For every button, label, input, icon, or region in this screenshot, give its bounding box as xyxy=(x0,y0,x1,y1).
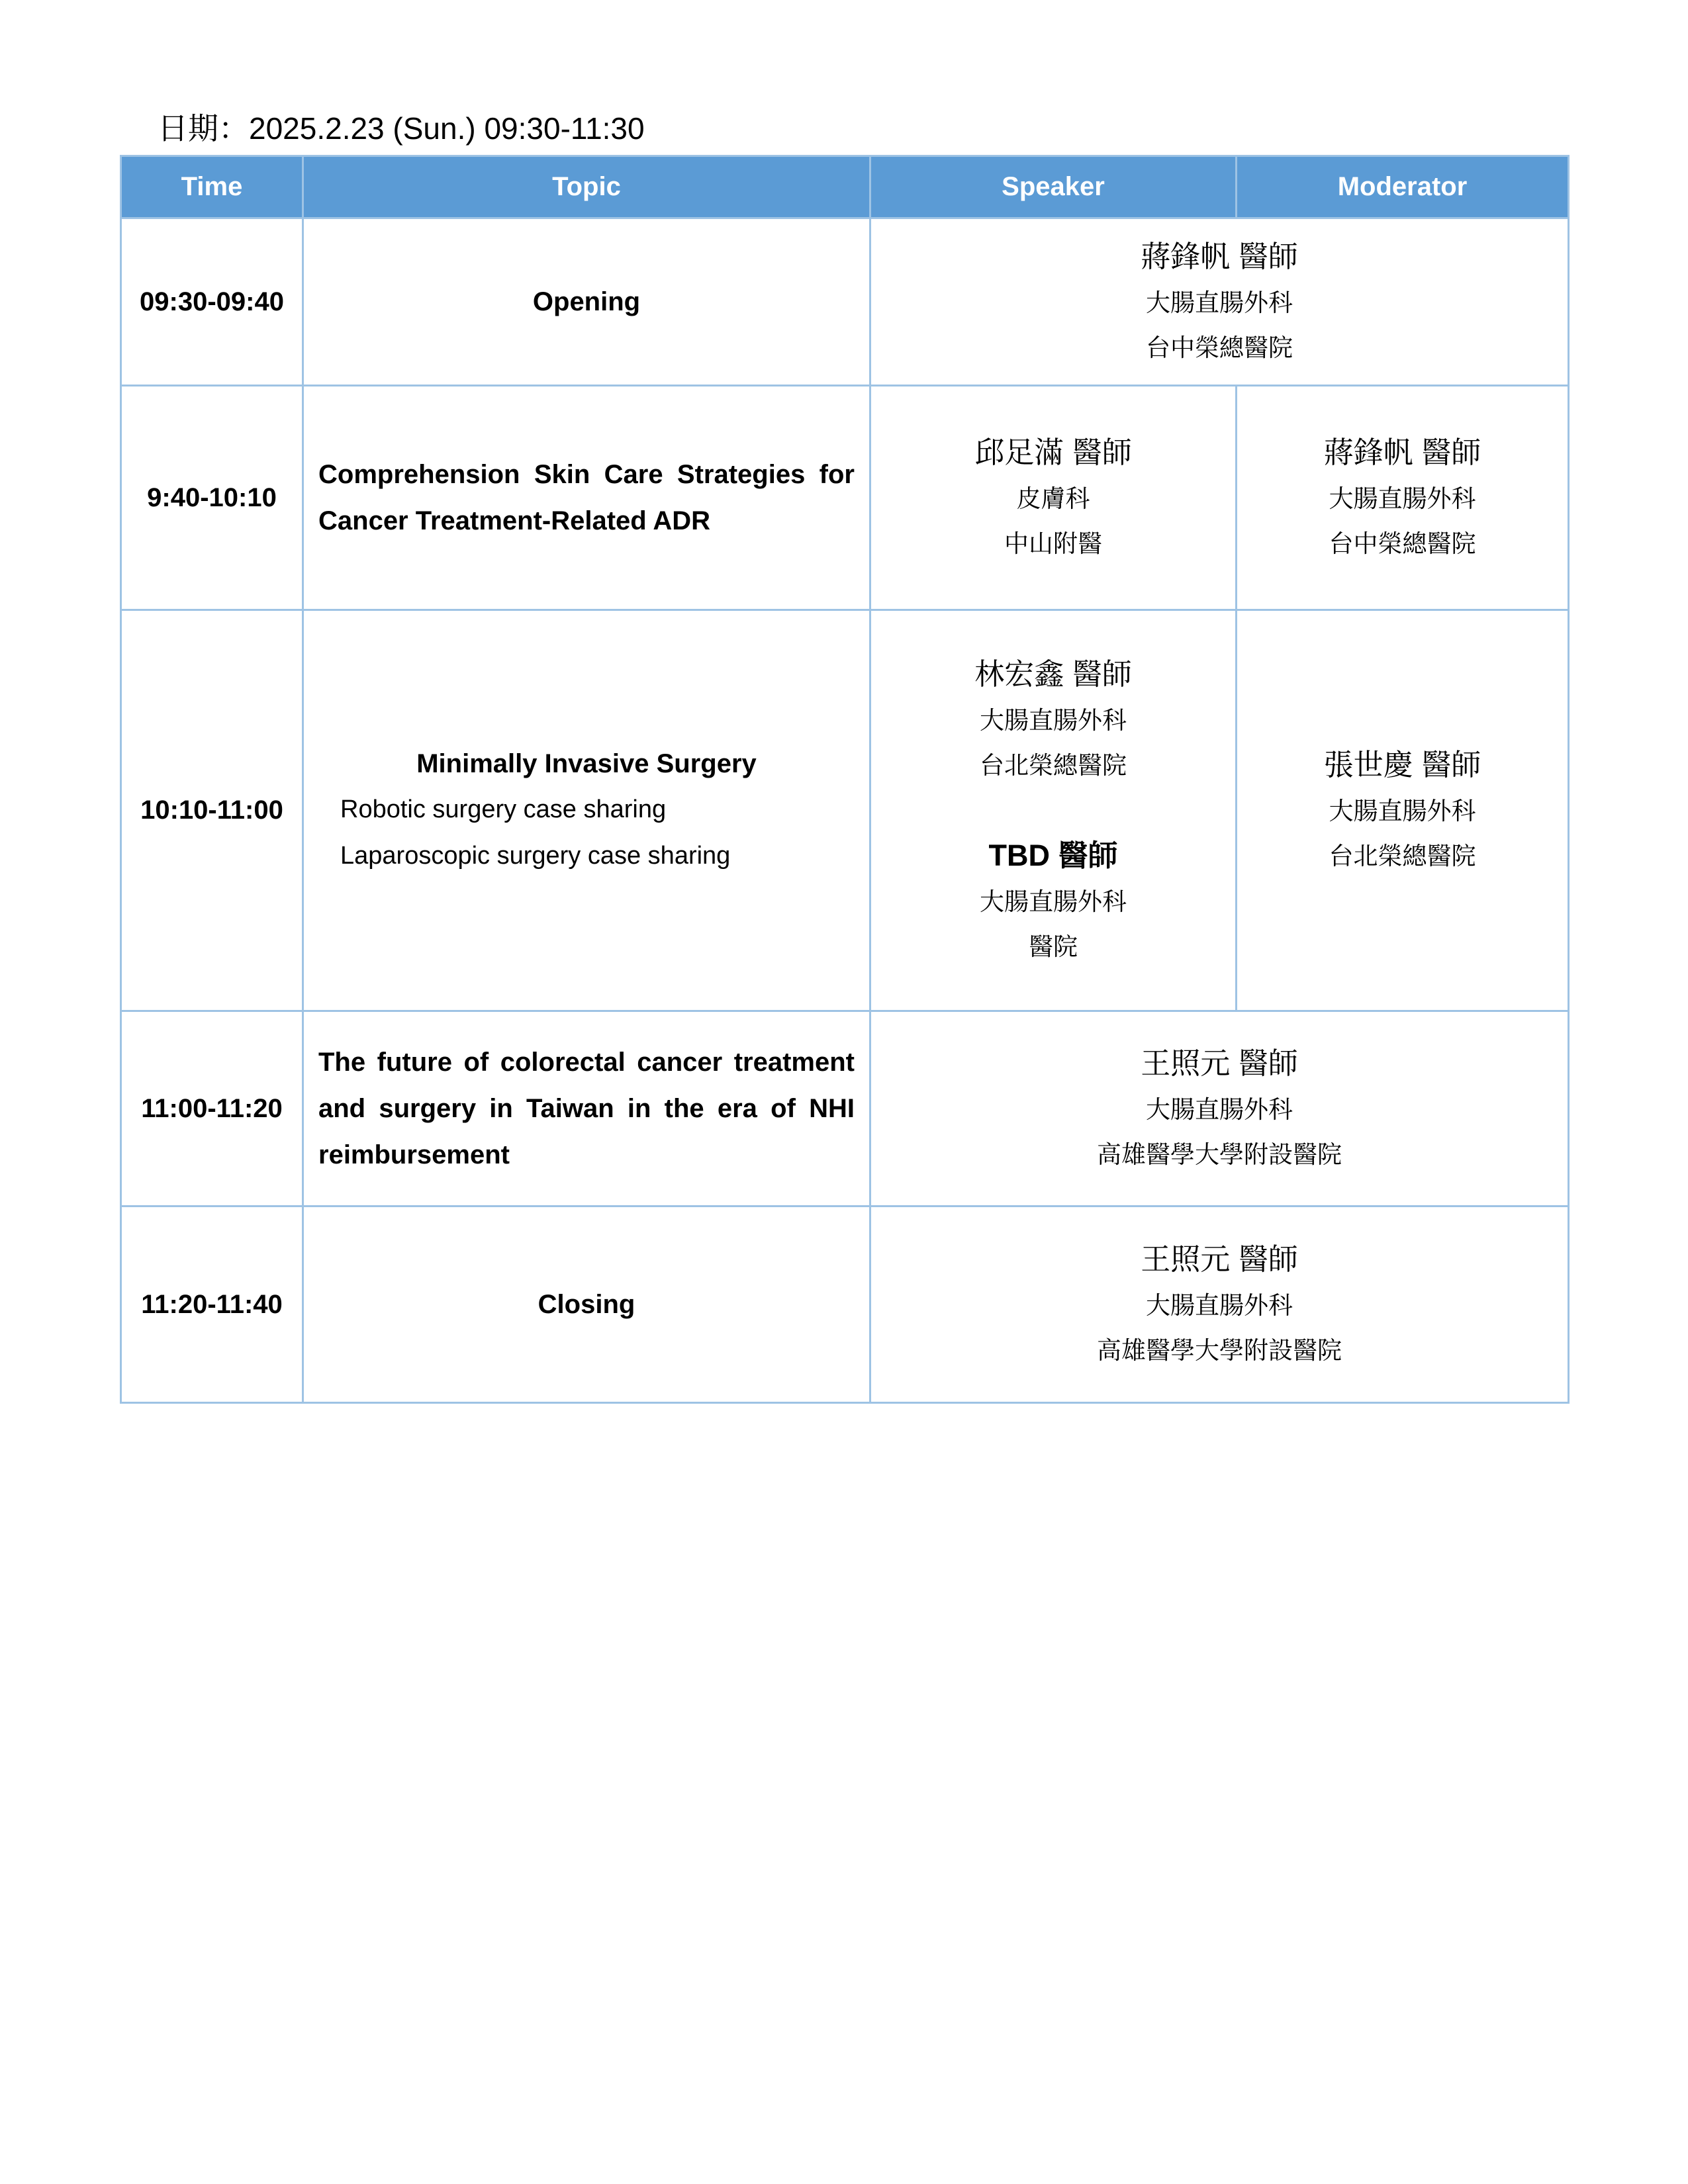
row-topic xyxy=(303,610,870,1011)
speaker-hospital: 醫院 xyxy=(1029,933,1078,961)
speaker-department: 大腸直腸外科 xyxy=(980,888,1127,916)
speaker-name: 邱足滿 醫師 xyxy=(974,435,1132,470)
speaker-department: 大腸直腸外科 xyxy=(1146,1096,1293,1124)
moderator-name: 張世慶 醫師 xyxy=(1323,748,1481,782)
table-row xyxy=(121,218,1569,386)
speaker-cell xyxy=(870,610,1237,1011)
topic-line: and surgery in Taiwan in the era of NHI xyxy=(318,1094,855,1124)
table-header-row xyxy=(121,156,1569,218)
moderator-info xyxy=(1237,741,1568,879)
speaker-name: 王照元 醫師 xyxy=(1141,1242,1298,1277)
row-time: 09:30-09:40 xyxy=(121,218,303,386)
speaker-hospital: 高雄醫學大學附設醫院 xyxy=(1097,1141,1342,1169)
moderator-department: 大腸直腸外科 xyxy=(1329,485,1476,513)
moderator-cell xyxy=(1237,610,1569,1011)
row-topic xyxy=(303,386,870,610)
topic-text xyxy=(304,1039,869,1178)
speaker-name: TBD 醫師 xyxy=(988,839,1118,873)
speaker-department: 大腸直腸外科 xyxy=(980,707,1127,735)
speaker-name: 蔣鋒帆 醫師 xyxy=(1141,240,1298,274)
speaker-info xyxy=(871,832,1235,970)
table-row xyxy=(121,1206,1569,1403)
speaker-hospital: 台中榮總醫院 xyxy=(1146,334,1293,362)
topic-item: Laparoscopic surgery case sharing xyxy=(340,842,731,870)
moderator-hospital: 台北榮總醫院 xyxy=(1329,842,1476,870)
column-header-moderator: Moderator xyxy=(1237,156,1569,218)
speaker-hospital: 中山附醫 xyxy=(1004,530,1102,558)
agenda-table xyxy=(120,155,1570,1404)
topic-text xyxy=(304,451,869,544)
moderator-name: 蔣鋒帆 醫師 xyxy=(1323,435,1481,470)
row-topic xyxy=(303,1011,870,1206)
row-time: 11:00-11:20 xyxy=(121,1011,303,1206)
moderator-info xyxy=(1237,429,1568,567)
speaker-department: 大腸直腸外科 xyxy=(1146,1292,1293,1320)
speaker-cell xyxy=(870,1011,1569,1206)
speaker-name: 林宏鑫 醫師 xyxy=(974,657,1132,692)
speaker-info xyxy=(871,1236,1568,1373)
row-topic: Opening xyxy=(303,218,870,386)
table-row xyxy=(121,386,1569,610)
row-time: 11:20-11:40 xyxy=(121,1206,303,1403)
speaker-info xyxy=(871,1040,1568,1177)
moderator-hospital: 台中榮總醫院 xyxy=(1329,530,1476,558)
column-header-time: Time xyxy=(121,156,303,218)
moderator-cell xyxy=(1237,386,1569,610)
speaker-info xyxy=(871,429,1235,567)
topic-items xyxy=(304,786,869,879)
speaker-info xyxy=(871,651,1235,788)
speaker-name: 王照元 醫師 xyxy=(1141,1046,1298,1081)
table-row xyxy=(121,610,1569,1011)
row-topic: Closing xyxy=(303,1206,870,1403)
column-header-topic: Topic xyxy=(303,156,870,218)
row-time: 9:40-10:10 xyxy=(121,386,303,610)
column-header-speaker: Speaker xyxy=(870,156,1237,218)
event-date-line: 日期：2025.2.23 (Sun.) 09:30-11:30 xyxy=(158,111,645,146)
topic-line: Comprehension Skin Care Strategies for xyxy=(318,460,855,490)
topic-line: The future of colorectal cancer treatment xyxy=(318,1048,855,1077)
topic-item: Robotic surgery case sharing xyxy=(340,796,667,824)
speaker-cell xyxy=(870,1206,1569,1403)
topic-line: Cancer Treatment-Related ADR xyxy=(318,506,711,536)
speaker-cell xyxy=(870,386,1237,610)
topic-title: Minimally Invasive Surgery xyxy=(416,749,757,779)
moderator-department: 大腸直腸外科 xyxy=(1329,797,1476,825)
table-row xyxy=(121,1011,1569,1206)
speaker-department: 皮膚科 xyxy=(1016,485,1090,513)
speaker-hospital: 高雄醫學大學附設醫院 xyxy=(1097,1337,1342,1365)
speaker-hospital: 台北榮總醫院 xyxy=(980,752,1127,780)
speaker-cell xyxy=(870,218,1569,386)
topic-line: reimbursement xyxy=(318,1140,510,1170)
row-time: 10:10-11:00 xyxy=(121,610,303,1011)
speaker-department: 大腸直腸外科 xyxy=(1146,289,1293,317)
speaker-info xyxy=(871,233,1568,371)
